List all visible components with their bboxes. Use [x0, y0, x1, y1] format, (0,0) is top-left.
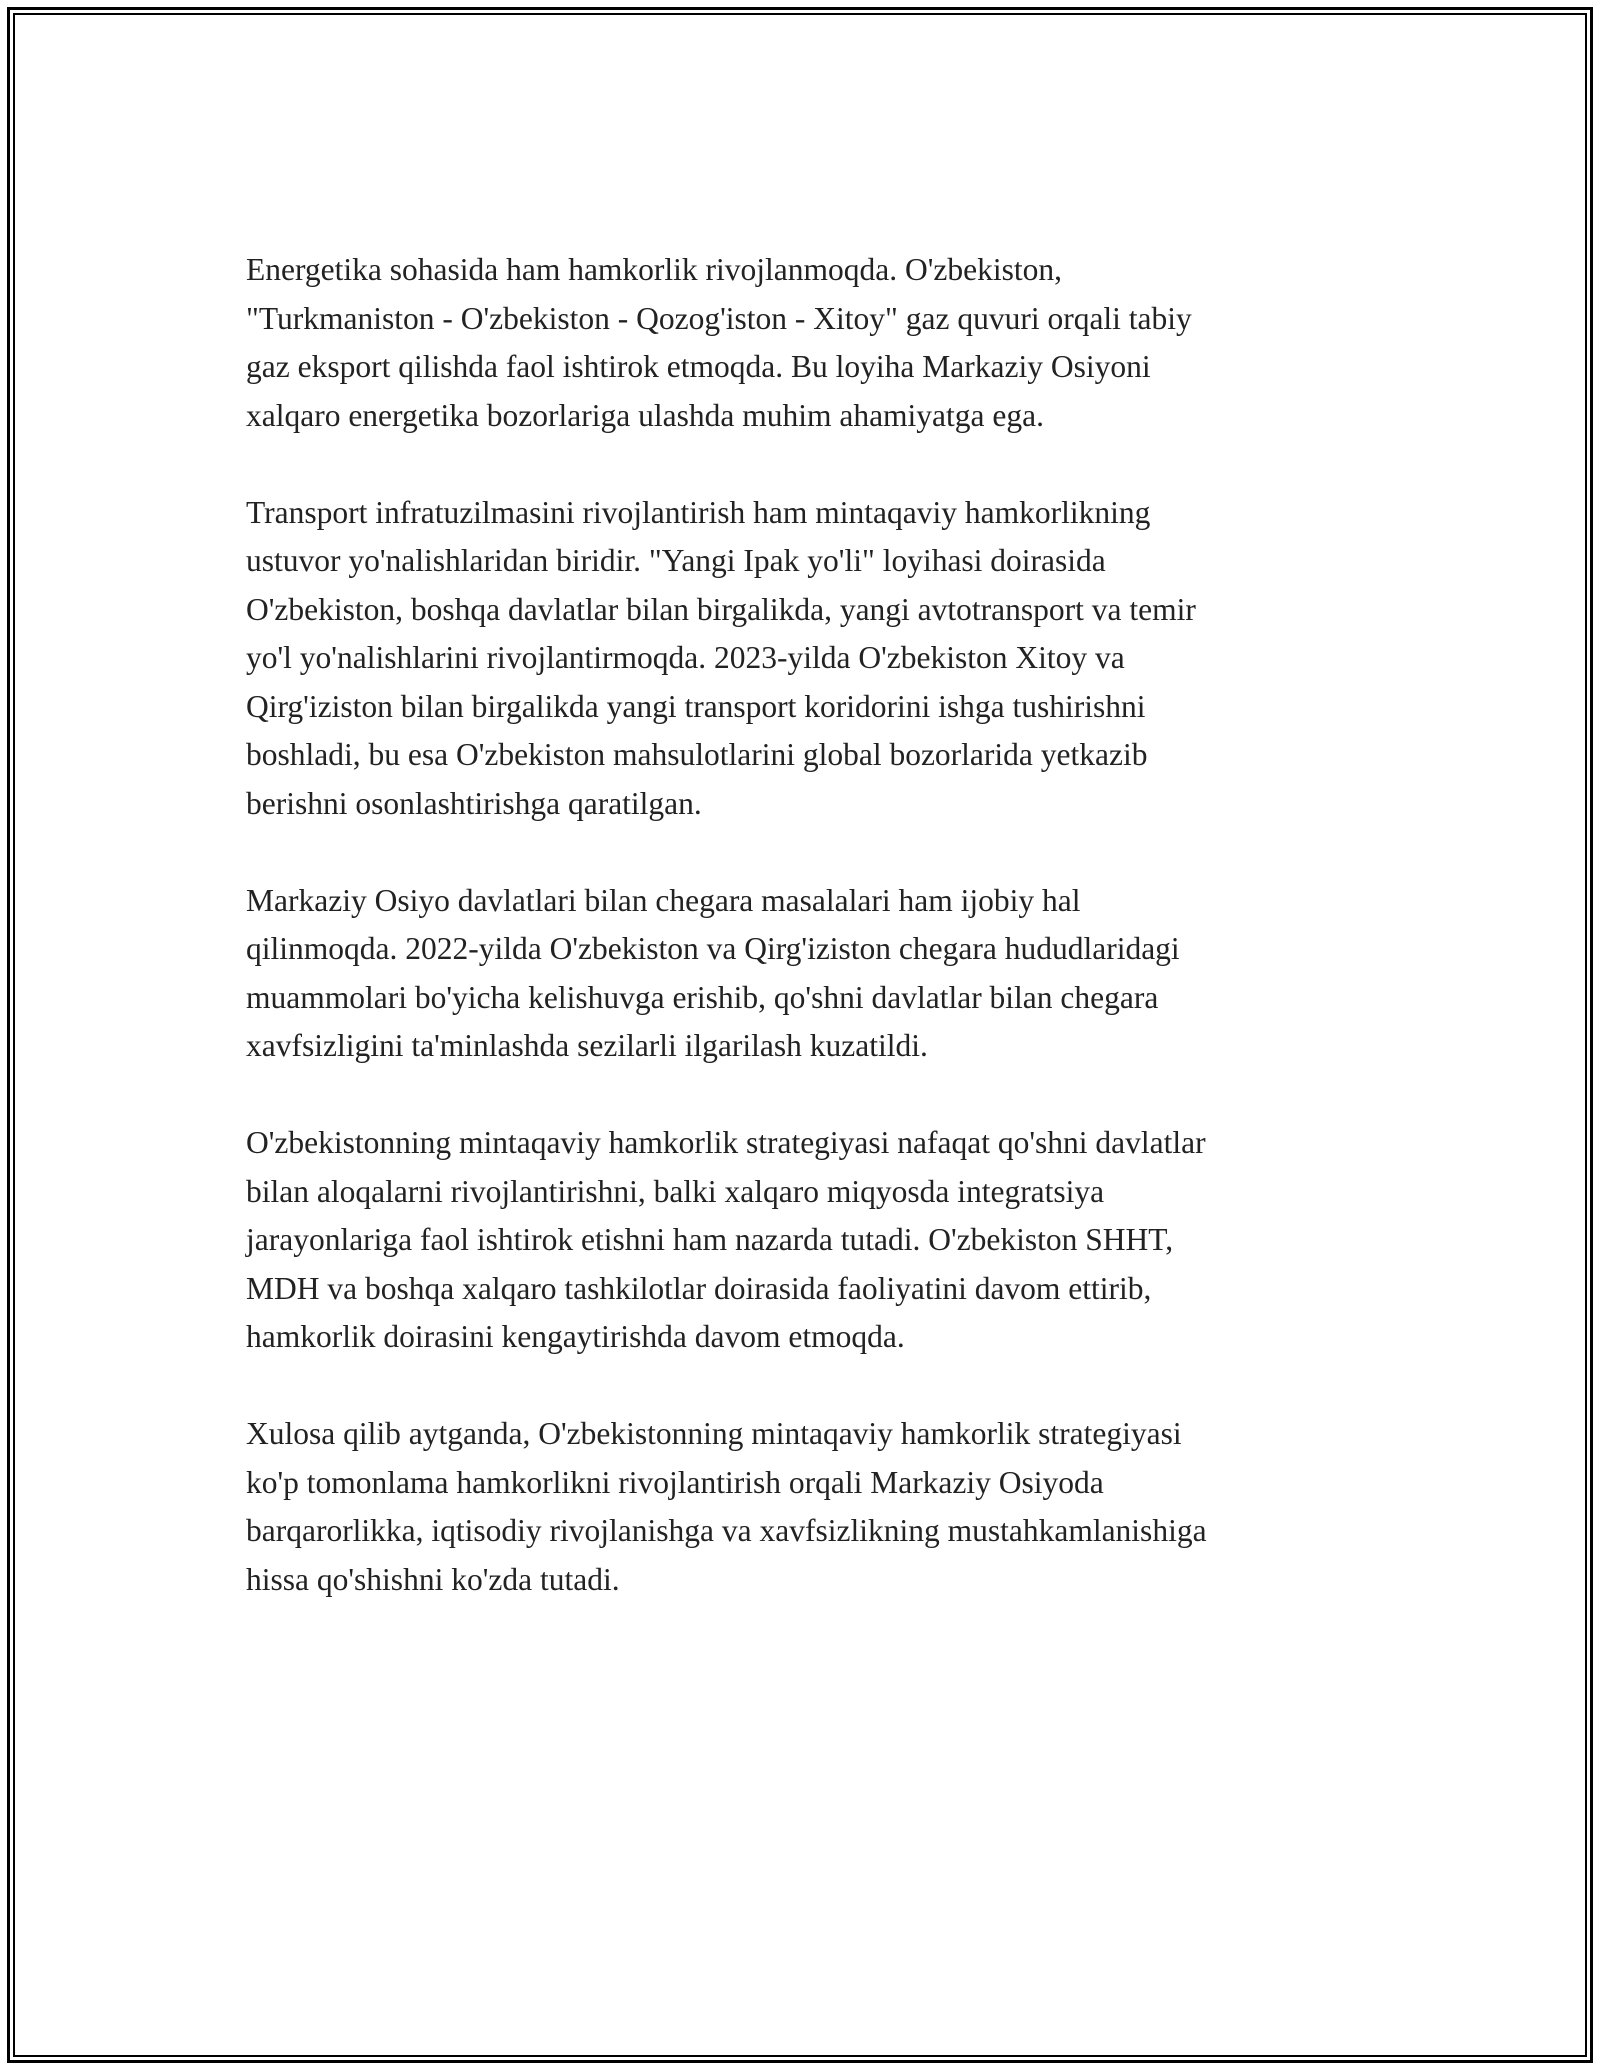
paragraph-energy — [246, 246, 1376, 440]
text-line: O'zbekiston, boshqa davlatlar bilan birgalikda, yangi avtotransport va temir — [246, 591, 1196, 627]
text-line: gaz eksport qilishda faol ishtirok etmoqda. Bu loyiha Markaziy Osiyoni — [246, 349, 1151, 384]
text-line: bilan aloqalarni rivojlantirishni, balki xalqaro miqyosda integratsiya — [246, 1173, 1105, 1209]
paragraph-borders — [246, 877, 1376, 1071]
text-line: "Turkmaniston - O'zbekiston - Qozog'iston - Xitoy" gaz quvuri orqali tabiy — [246, 300, 1192, 336]
text-line: xalqaro energetika bozorlariga ulashda muhim ahamiyatga ega. — [246, 397, 1044, 433]
paragraph-conclusion — [246, 1410, 1376, 1604]
text-line: Qirg'iziston bilan birgalikda yangi transport koridorini ishga tushirishni — [246, 688, 1146, 724]
text-line: xavfsizligini ta'minlashda sezilarli ilgarilash kuzatildi. — [246, 1028, 928, 1063]
text-line: yo'l yo'nalishlarini rivojlantirmoqda. 2023-yilda O'zbekiston Xitoy va — [246, 640, 1125, 675]
text-line: muammolari bo'yicha kelishuvga erishib, qo'shni davlatlar bilan chegara — [246, 979, 1159, 1015]
text-line: Transport infratuzilmasini rivojlantirish ham mintaqaviy hamkorlikning — [246, 494, 1151, 530]
text-line: qilinmoqda. 2022-yilda O'zbekiston va Qirg'iziston chegara hududlaridagi — [246, 931, 1180, 966]
page-frame — [7, 7, 1593, 2063]
text-line: boshladi, bu esa O'zbekiston mahsulotlarini global bozorlarida yetkazib — [246, 737, 1148, 772]
text-line: ustuvor yo'nalishlaridan biridir. "Yangi Ipak yo'li" loyihasi doirasida — [246, 543, 1106, 578]
document-body — [246, 246, 1376, 1653]
text-line: hissa qo'shishni ko'zda tutadi. — [246, 1561, 620, 1597]
text-line: Energetika sohasida ham hamkorlik rivojlanmoqda. O'zbekiston, — [246, 252, 1063, 287]
text-line: ko'p tomonlama hamkorlikni rivojlantirish orqali Markaziy Osiyoda — [246, 1464, 1104, 1500]
text-line: hamkorlik doirasini kengaytirishda davom etmoqda. — [246, 1319, 905, 1354]
text-line: berishni osonlashtirishga qaratilgan. — [246, 785, 702, 821]
text-line: Markaziy Osiyo davlatlari bilan chegara masalalari ham ijobiy hal — [246, 882, 1081, 918]
text-line: MDH va boshqa xalqaro tashkilotlar doirasida faoliyatini davom ettirib, — [246, 1270, 1152, 1306]
paragraph-transport — [246, 489, 1376, 829]
text-line: O'zbekistonning mintaqaviy hamkorlik strategiyasi nafaqat qo'shni davlatlar — [246, 1125, 1206, 1160]
paragraph-strategy — [246, 1119, 1376, 1362]
text-line: jarayonlariga faol ishtirok etishni ham nazarda tutadi. O'zbekiston SHHT, — [246, 1222, 1174, 1257]
text-line: Xulosa qilib aytganda, O'zbekistonning mintaqaviy hamkorlik strategiyasi — [246, 1416, 1182, 1451]
text-line: barqarorlikka, iqtisodiy rivojlanishga va xavfsizlikning mustahkamlanishiga — [246, 1513, 1207, 1548]
